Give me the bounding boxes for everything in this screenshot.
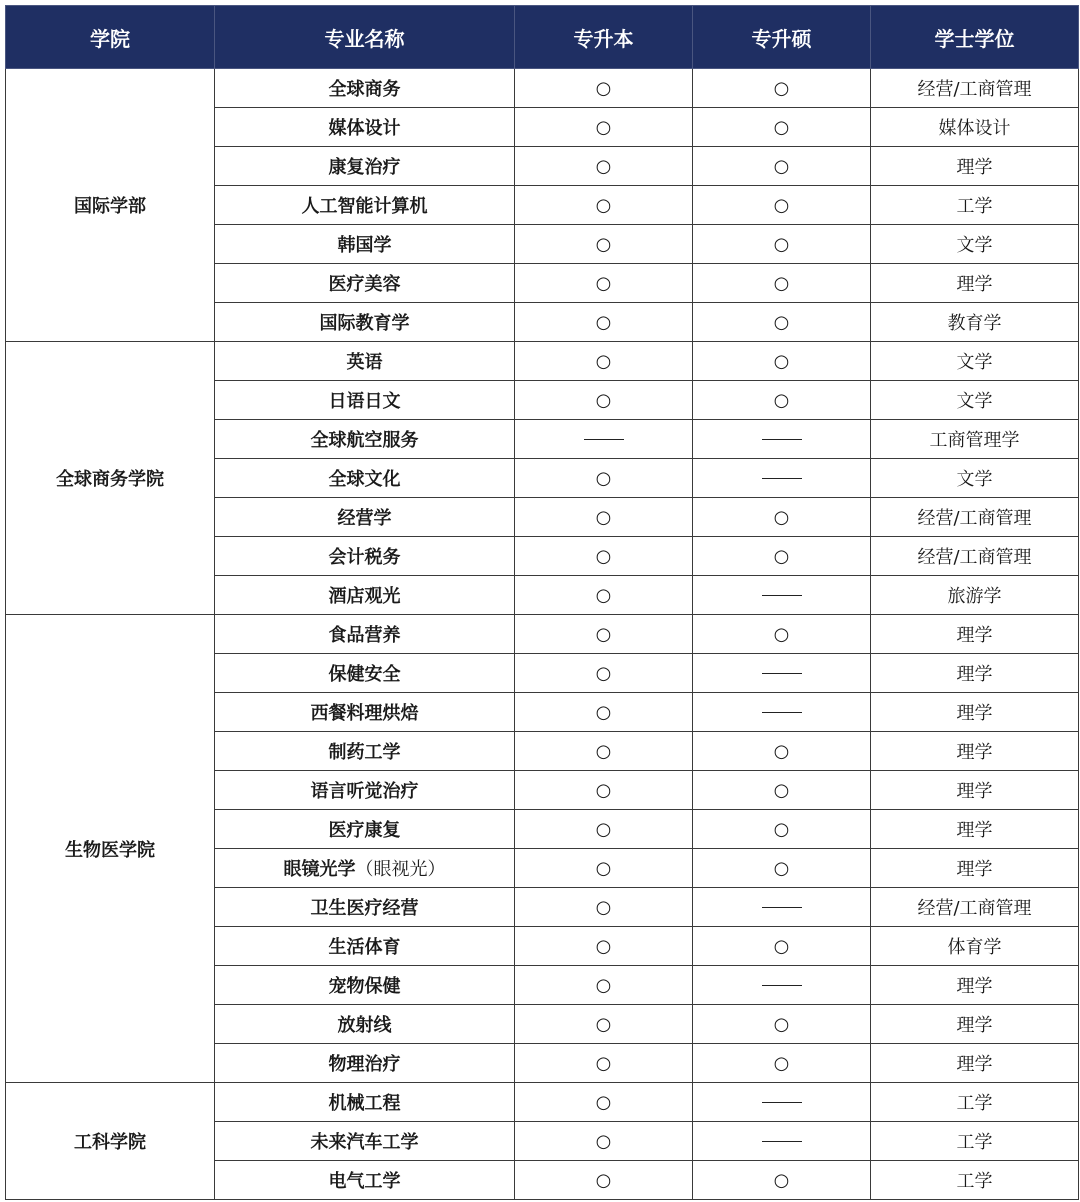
- degree-cell: 经营/工商管理: [871, 888, 1079, 927]
- circle-mark: ○: [595, 389, 612, 411]
- circle-mark: ○: [773, 623, 790, 645]
- table-row: [6, 615, 1079, 654]
- circle-mark: ○: [595, 623, 612, 645]
- circle-mark: ○: [595, 857, 612, 879]
- bachelor-upgrade-cell: [515, 1083, 693, 1122]
- circle-mark: ○: [595, 662, 612, 684]
- header-college: 学院: [6, 6, 215, 69]
- degree-cell: 经营/工商管理: [871, 537, 1079, 576]
- degree-cell: 理学: [871, 810, 1079, 849]
- circle-mark: ○: [773, 233, 790, 255]
- major-cell: [215, 1122, 515, 1161]
- degree-cell: 理学: [871, 147, 1079, 186]
- circle-mark: ○: [595, 935, 612, 957]
- major-name: 放射线: [337, 1015, 392, 1036]
- circle-mark: ○: [595, 311, 612, 333]
- bachelor-upgrade-cell: [515, 1005, 693, 1044]
- circle-mark: ○: [773, 818, 790, 840]
- circle-mark: ○: [773, 935, 790, 957]
- bachelor-upgrade-cell: [515, 732, 693, 771]
- header-bachelor-upgrade: 专升本: [515, 6, 693, 69]
- major-cell: [215, 576, 515, 615]
- bachelor-upgrade-cell: [515, 498, 693, 537]
- degree-cell: 工学: [871, 1122, 1079, 1161]
- circle-mark: ○: [773, 740, 790, 762]
- circle-mark: ○: [595, 740, 612, 762]
- bachelor-upgrade-cell: [515, 576, 693, 615]
- degree-cell: 体育学: [871, 927, 1079, 966]
- degree-cell: 经营/工商管理: [871, 498, 1079, 537]
- master-upgrade-cell: [693, 186, 871, 225]
- degree-cell: 理学: [871, 264, 1079, 303]
- dash-mark: [762, 712, 802, 713]
- circle-mark: ○: [595, 272, 612, 294]
- bachelor-upgrade-cell: [515, 966, 693, 1005]
- circle-mark: ○: [595, 116, 612, 138]
- master-upgrade-cell: [693, 108, 871, 147]
- circle-mark: ○: [595, 1169, 612, 1191]
- major-cell: [215, 1161, 515, 1200]
- circle-mark: ○: [773, 1169, 790, 1191]
- major-cell: [215, 381, 515, 420]
- major-name: 英语: [346, 352, 383, 373]
- major-name: 全球航空服务: [310, 430, 419, 451]
- master-upgrade-cell: [693, 225, 871, 264]
- table-row: [6, 69, 1079, 108]
- circle-mark: ○: [595, 1013, 612, 1035]
- master-upgrade-cell: [693, 771, 871, 810]
- major-name: 媒体设计: [328, 118, 401, 139]
- major-note: （眼视光）: [355, 859, 446, 880]
- bachelor-upgrade-cell: [515, 654, 693, 693]
- circle-mark: ○: [773, 155, 790, 177]
- master-upgrade-cell: [693, 147, 871, 186]
- master-upgrade-cell: [693, 420, 871, 459]
- circle-mark: ○: [595, 506, 612, 528]
- major-cell: [215, 108, 515, 147]
- bachelor-upgrade-cell: [515, 771, 693, 810]
- major-name: 全球文化: [328, 469, 401, 490]
- major-name: 人工智能计算机: [301, 196, 428, 217]
- degree-cell: 理学: [871, 966, 1079, 1005]
- circle-mark: ○: [595, 584, 612, 606]
- degree-cell: 工学: [871, 186, 1079, 225]
- dash-mark: [762, 985, 802, 986]
- master-upgrade-cell: [693, 264, 871, 303]
- bachelor-upgrade-cell: [515, 108, 693, 147]
- major-name: 卫生医疗经营: [310, 898, 419, 919]
- degree-cell: 理学: [871, 654, 1079, 693]
- degree-cell: 理学: [871, 732, 1079, 771]
- master-upgrade-cell: [693, 732, 871, 771]
- circle-mark: ○: [773, 545, 790, 567]
- major-name: 机械工程: [328, 1093, 401, 1114]
- dash-mark: [762, 439, 802, 440]
- circle-mark: ○: [773, 1052, 790, 1074]
- circle-mark: ○: [773, 350, 790, 372]
- master-upgrade-cell: [693, 1044, 871, 1083]
- major-name: 西餐料理烘焙: [310, 703, 419, 724]
- major-name: 康复治疗: [328, 157, 401, 178]
- majors-table: [5, 5, 1079, 1200]
- major-cell: [215, 186, 515, 225]
- master-upgrade-cell: [693, 615, 871, 654]
- degree-cell: 工学: [871, 1083, 1079, 1122]
- master-upgrade-cell: [693, 654, 871, 693]
- circle-mark: ○: [595, 974, 612, 996]
- major-name: 宠物保健: [328, 976, 401, 997]
- major-name: 韩国学: [337, 235, 392, 256]
- master-upgrade-cell: [693, 849, 871, 888]
- degree-cell: 文学: [871, 225, 1079, 264]
- circle-mark: ○: [595, 779, 612, 801]
- college-cell: 工科学院: [6, 1083, 215, 1200]
- major-cell: [215, 849, 515, 888]
- master-upgrade-cell: [693, 693, 871, 732]
- degree-cell: 理学: [871, 1005, 1079, 1044]
- major-name: 日语日文: [328, 391, 401, 412]
- major-name: 全球商务: [328, 79, 401, 100]
- circle-mark: ○: [773, 77, 790, 99]
- circle-mark: ○: [595, 77, 612, 99]
- major-cell: [215, 498, 515, 537]
- table-row: [6, 342, 1079, 381]
- major-cell: [215, 1044, 515, 1083]
- dash-mark: [584, 439, 624, 440]
- master-upgrade-cell: [693, 459, 871, 498]
- degree-cell: 经营/工商管理: [871, 69, 1079, 108]
- bachelor-upgrade-cell: [515, 420, 693, 459]
- header-row: [6, 6, 1079, 69]
- major-cell: [215, 1005, 515, 1044]
- header-degree: 学士学位: [871, 6, 1079, 69]
- master-upgrade-cell: [693, 576, 871, 615]
- header-master-upgrade: 专升硕: [693, 6, 871, 69]
- circle-mark: ○: [595, 467, 612, 489]
- major-name: 电气工学: [328, 1171, 401, 1192]
- circle-mark: ○: [595, 194, 612, 216]
- master-upgrade-cell: [693, 303, 871, 342]
- bachelor-upgrade-cell: [515, 927, 693, 966]
- master-upgrade-cell: [693, 1122, 871, 1161]
- circle-mark: ○: [595, 896, 612, 918]
- major-name: 制药工学: [328, 742, 401, 763]
- degree-cell: 工学: [871, 1161, 1079, 1200]
- master-upgrade-cell: [693, 537, 871, 576]
- major-cell: [215, 420, 515, 459]
- major-cell: [215, 537, 515, 576]
- degree-cell: 文学: [871, 459, 1079, 498]
- circle-mark: ○: [773, 506, 790, 528]
- bachelor-upgrade-cell: [515, 1122, 693, 1161]
- master-upgrade-cell: [693, 69, 871, 108]
- bachelor-upgrade-cell: [515, 342, 693, 381]
- bachelor-upgrade-cell: [515, 381, 693, 420]
- header-major: 专业名称: [215, 6, 515, 69]
- bachelor-upgrade-cell: [515, 1044, 693, 1083]
- major-name: 食品营养: [328, 625, 401, 646]
- degree-cell: 理学: [871, 693, 1079, 732]
- college-cell: 生物医学院: [6, 615, 215, 1083]
- master-upgrade-cell: [693, 498, 871, 537]
- dash-mark: [762, 1102, 802, 1103]
- major-cell: [215, 69, 515, 108]
- dash-mark: [762, 1141, 802, 1142]
- circle-mark: ○: [595, 1130, 612, 1152]
- bachelor-upgrade-cell: [515, 147, 693, 186]
- dash-mark: [762, 907, 802, 908]
- major-name: 会计税务: [328, 547, 401, 568]
- circle-mark: ○: [595, 350, 612, 372]
- master-upgrade-cell: [693, 888, 871, 927]
- degree-cell: 旅游学: [871, 576, 1079, 615]
- circle-mark: ○: [773, 779, 790, 801]
- circle-mark: ○: [595, 1091, 612, 1113]
- major-cell: [215, 459, 515, 498]
- major-name: 未来汽车工学: [310, 1132, 419, 1153]
- major-cell: [215, 225, 515, 264]
- major-name: 医疗康复: [328, 820, 401, 841]
- college-cell: 全球商务学院: [6, 342, 215, 615]
- major-cell: [215, 654, 515, 693]
- major-name: 物理治疗: [328, 1054, 401, 1075]
- major-name: 医疗美容: [328, 274, 401, 295]
- table-row: [6, 1083, 1079, 1122]
- circle-mark: ○: [773, 857, 790, 879]
- bachelor-upgrade-cell: [515, 303, 693, 342]
- master-upgrade-cell: [693, 1083, 871, 1122]
- major-cell: [215, 966, 515, 1005]
- bachelor-upgrade-cell: [515, 264, 693, 303]
- bachelor-upgrade-cell: [515, 537, 693, 576]
- circle-mark: ○: [595, 1052, 612, 1074]
- dash-mark: [762, 478, 802, 479]
- major-cell: [215, 693, 515, 732]
- degree-cell: 文学: [871, 381, 1079, 420]
- bachelor-upgrade-cell: [515, 810, 693, 849]
- major-cell: [215, 147, 515, 186]
- bachelor-upgrade-cell: [515, 615, 693, 654]
- major-cell: [215, 810, 515, 849]
- major-cell: [215, 888, 515, 927]
- circle-mark: ○: [773, 1013, 790, 1035]
- major-cell: [215, 264, 515, 303]
- bachelor-upgrade-cell: [515, 69, 693, 108]
- degree-cell: 理学: [871, 849, 1079, 888]
- master-upgrade-cell: [693, 1005, 871, 1044]
- major-cell: [215, 927, 515, 966]
- circle-mark: ○: [595, 155, 612, 177]
- major-name: 国际教育学: [319, 313, 410, 334]
- master-upgrade-cell: [693, 342, 871, 381]
- major-name: 经营学: [337, 508, 392, 529]
- master-upgrade-cell: [693, 1161, 871, 1200]
- master-upgrade-cell: [693, 966, 871, 1005]
- circle-mark: ○: [773, 389, 790, 411]
- degree-cell: 文学: [871, 342, 1079, 381]
- major-name: 生活体育: [328, 937, 401, 958]
- degree-cell: 媒体设计: [871, 108, 1079, 147]
- major-cell: [215, 732, 515, 771]
- bachelor-upgrade-cell: [515, 888, 693, 927]
- degree-cell: 理学: [871, 615, 1079, 654]
- college-cell: 国际学部: [6, 69, 215, 342]
- degree-cell: 工商管理学: [871, 420, 1079, 459]
- degree-cell: 理学: [871, 1044, 1079, 1083]
- bachelor-upgrade-cell: [515, 225, 693, 264]
- circle-mark: ○: [595, 233, 612, 255]
- circle-mark: ○: [595, 818, 612, 840]
- dash-mark: [762, 595, 802, 596]
- master-upgrade-cell: [693, 381, 871, 420]
- major-name: 语言听觉治疗: [310, 781, 419, 802]
- bachelor-upgrade-cell: [515, 459, 693, 498]
- circle-mark: ○: [595, 545, 612, 567]
- bachelor-upgrade-cell: [515, 693, 693, 732]
- major-cell: [215, 342, 515, 381]
- circle-mark: ○: [595, 701, 612, 723]
- major-name: 保健安全: [328, 664, 401, 685]
- bachelor-upgrade-cell: [515, 849, 693, 888]
- major-name: 酒店观光: [328, 586, 401, 607]
- major-cell: [215, 771, 515, 810]
- major-cell: [215, 615, 515, 654]
- circle-mark: ○: [773, 194, 790, 216]
- circle-mark: ○: [773, 116, 790, 138]
- bachelor-upgrade-cell: [515, 186, 693, 225]
- major-cell: [215, 303, 515, 342]
- master-upgrade-cell: [693, 810, 871, 849]
- major-cell: [215, 1083, 515, 1122]
- bachelor-upgrade-cell: [515, 1161, 693, 1200]
- circle-mark: ○: [773, 272, 790, 294]
- circle-mark: ○: [773, 311, 790, 333]
- dash-mark: [762, 673, 802, 674]
- degree-cell: 教育学: [871, 303, 1079, 342]
- major-name: 眼镜光学: [283, 859, 356, 880]
- degree-cell: 理学: [871, 771, 1079, 810]
- master-upgrade-cell: [693, 927, 871, 966]
